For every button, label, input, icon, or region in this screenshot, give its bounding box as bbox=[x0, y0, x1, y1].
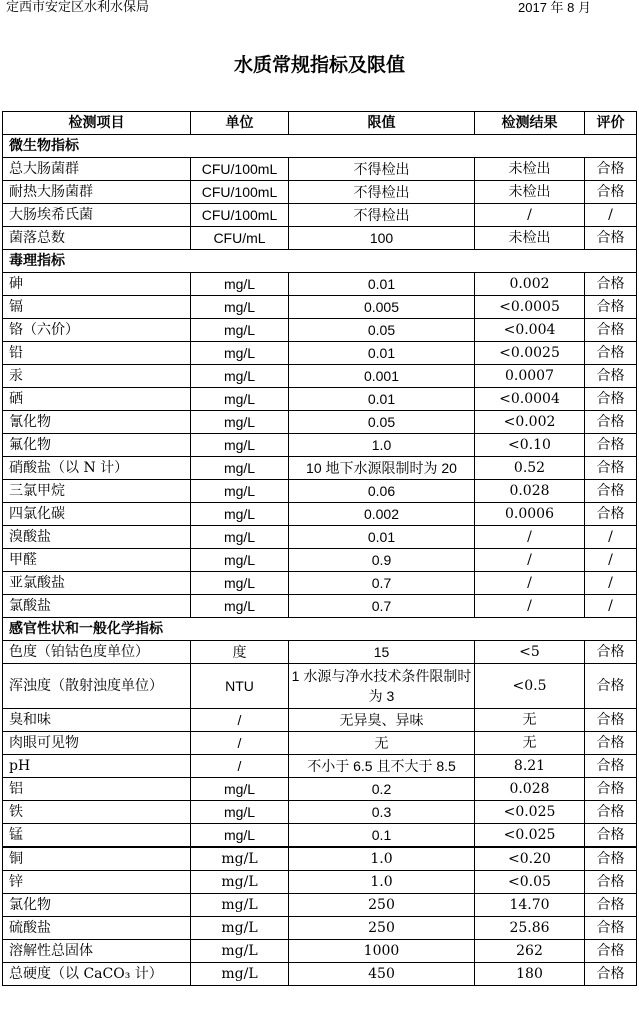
cell-limit: 1 水源与净水技术条件限制时为 3 bbox=[289, 664, 475, 709]
cell-limit: 1.0 bbox=[289, 847, 475, 871]
cell-limit: 0.01 bbox=[289, 273, 475, 296]
cell-unit: mg/L bbox=[191, 847, 289, 871]
table-row bbox=[3, 526, 637, 549]
cell-unit: CFU/mL bbox=[191, 227, 289, 250]
cell-item: 铬（六价） bbox=[3, 319, 191, 342]
cell-evaluation: 合格 bbox=[585, 824, 637, 848]
section-row bbox=[3, 618, 637, 641]
cell-evaluation: 合格 bbox=[585, 434, 637, 457]
section-title: 感官性状和一般化学指标 bbox=[3, 618, 637, 641]
table-row bbox=[3, 549, 637, 572]
cell-limit: 不得检出 bbox=[289, 204, 475, 227]
cell-item: 铅 bbox=[3, 342, 191, 365]
cell-result: <0.5 bbox=[475, 664, 585, 709]
cell-limit: 0.05 bbox=[289, 319, 475, 342]
cell-evaluation: 合格 bbox=[585, 801, 637, 824]
cell-evaluation: 合格 bbox=[585, 181, 637, 204]
cell-result: <0.025 bbox=[475, 801, 585, 824]
table-row bbox=[3, 434, 637, 457]
cell-limit: 0.01 bbox=[289, 342, 475, 365]
cell-evaluation: 合格 bbox=[585, 411, 637, 434]
cell-result: 未检出 bbox=[475, 227, 585, 250]
column-header-result: 检测结果 bbox=[475, 112, 585, 135]
cell-unit: mg/L bbox=[191, 526, 289, 549]
table-row bbox=[3, 963, 637, 986]
cell-limit: 无异臭、异味 bbox=[289, 709, 475, 732]
cell-unit: mg/L bbox=[191, 940, 289, 963]
cell-result: <0.0025 bbox=[475, 342, 585, 365]
table-row bbox=[3, 388, 637, 411]
column-header-evaluation: 评价 bbox=[585, 112, 637, 135]
table-row bbox=[3, 503, 637, 526]
cell-unit: CFU/100mL bbox=[191, 204, 289, 227]
cell-item: 臭和味 bbox=[3, 709, 191, 732]
cell-limit: 450 bbox=[289, 963, 475, 986]
cell-unit: mg/L bbox=[191, 801, 289, 824]
cell-evaluation: 合格 bbox=[585, 778, 637, 801]
cell-evaluation: 合格 bbox=[585, 709, 637, 732]
cell-evaluation: 合格 bbox=[585, 342, 637, 365]
cell-unit: mg/L bbox=[191, 319, 289, 342]
table-row bbox=[3, 411, 637, 434]
cell-result: 0.028 bbox=[475, 480, 585, 503]
table-row bbox=[3, 227, 637, 250]
cell-result: <5 bbox=[475, 641, 585, 664]
cell-unit: mg/L bbox=[191, 296, 289, 319]
cell-unit: mg/L bbox=[191, 595, 289, 618]
cell-unit: mg/L bbox=[191, 480, 289, 503]
cell-limit: 15 bbox=[289, 641, 475, 664]
cell-item: 肉眼可见物 bbox=[3, 732, 191, 755]
table-row bbox=[3, 801, 637, 824]
cell-item: 砷 bbox=[3, 273, 191, 296]
cell-result: / bbox=[475, 572, 585, 595]
cell-result: <0.0005 bbox=[475, 296, 585, 319]
cell-unit: mg/L bbox=[191, 824, 289, 848]
cell-evaluation: 合格 bbox=[585, 158, 637, 181]
section-row bbox=[3, 135, 637, 158]
cell-evaluation: 合格 bbox=[585, 664, 637, 709]
table-row bbox=[3, 709, 637, 732]
table-row bbox=[3, 181, 637, 204]
cell-unit: mg/L bbox=[191, 342, 289, 365]
table-row bbox=[3, 778, 637, 801]
cell-limit: 1.0 bbox=[289, 871, 475, 894]
table-row bbox=[3, 871, 637, 894]
cell-unit: NTU bbox=[191, 664, 289, 709]
cell-limit: 0.7 bbox=[289, 572, 475, 595]
cell-unit: mg/L bbox=[191, 963, 289, 986]
column-header-item: 检测项目 bbox=[3, 112, 191, 135]
cell-limit: 1000 bbox=[289, 940, 475, 963]
cell-item: 四氯化碳 bbox=[3, 503, 191, 526]
cell-result: 未检出 bbox=[475, 181, 585, 204]
cell-limit: 0.1 bbox=[289, 824, 475, 848]
cell-result: <0.0004 bbox=[475, 388, 585, 411]
section-title: 毒理指标 bbox=[3, 250, 637, 273]
cell-item: 溶解性总固体 bbox=[3, 940, 191, 963]
cell-limit: 0.05 bbox=[289, 411, 475, 434]
cell-evaluation: 合格 bbox=[585, 732, 637, 755]
cell-item: 氯酸盐 bbox=[3, 595, 191, 618]
table-row bbox=[3, 824, 637, 848]
cell-item: 菌落总数 bbox=[3, 227, 191, 250]
cell-evaluation: / bbox=[585, 595, 637, 618]
cell-evaluation: 合格 bbox=[585, 273, 637, 296]
cell-evaluation: / bbox=[585, 549, 637, 572]
cell-result: 0.0007 bbox=[475, 365, 585, 388]
cell-item: 硒 bbox=[3, 388, 191, 411]
cell-result: 无 bbox=[475, 709, 585, 732]
cell-item: 亚氯酸盐 bbox=[3, 572, 191, 595]
cell-item: 硝酸盐（以 N 计） bbox=[3, 457, 191, 480]
cell-item: 耐热大肠菌群 bbox=[3, 181, 191, 204]
cell-item: 甲醛 bbox=[3, 549, 191, 572]
cell-limit: 0.01 bbox=[289, 388, 475, 411]
cell-evaluation: 合格 bbox=[585, 641, 637, 664]
cell-limit: 0.001 bbox=[289, 365, 475, 388]
cell-unit: mg/L bbox=[191, 273, 289, 296]
cell-unit: mg/L bbox=[191, 894, 289, 917]
report-date: 2017 年 8 月 bbox=[518, 0, 591, 15]
cell-unit: mg/L bbox=[191, 549, 289, 572]
cell-limit: 0.005 bbox=[289, 296, 475, 319]
cell-result: 0.002 bbox=[475, 273, 585, 296]
cell-result: 180 bbox=[475, 963, 585, 986]
table-row bbox=[3, 732, 637, 755]
cell-item: 色度（铂钴色度单位） bbox=[3, 641, 191, 664]
cell-limit: 10 地下水源限制时为 20 bbox=[289, 457, 475, 480]
cell-result: 262 bbox=[475, 940, 585, 963]
cell-item: 氰化物 bbox=[3, 411, 191, 434]
cell-result: <0.002 bbox=[475, 411, 585, 434]
cell-result: 0.028 bbox=[475, 778, 585, 801]
cell-result: <0.10 bbox=[475, 434, 585, 457]
cell-evaluation: 合格 bbox=[585, 847, 637, 871]
table-row bbox=[3, 917, 637, 940]
page-title: 水质常规指标及限值 bbox=[233, 54, 405, 76]
table-row bbox=[3, 319, 637, 342]
table-row bbox=[3, 572, 637, 595]
cell-result: 0.52 bbox=[475, 457, 585, 480]
section-title: 微生物指标 bbox=[3, 135, 637, 158]
table-row bbox=[3, 664, 637, 709]
cell-evaluation: 合格 bbox=[585, 503, 637, 526]
cell-limit: 0.2 bbox=[289, 778, 475, 801]
cell-unit: mg/L bbox=[191, 871, 289, 894]
cell-limit: 0.002 bbox=[289, 503, 475, 526]
cell-evaluation: 合格 bbox=[585, 365, 637, 388]
cell-result: / bbox=[475, 204, 585, 227]
column-header-unit: 单位 bbox=[191, 112, 289, 135]
cell-result: 8.21 bbox=[475, 755, 585, 778]
cell-limit: 0.9 bbox=[289, 549, 475, 572]
table-row bbox=[3, 365, 637, 388]
cell-item: 铁 bbox=[3, 801, 191, 824]
cell-unit: CFU/100mL bbox=[191, 158, 289, 181]
organization-name: 定西市安定区水利水保局 bbox=[6, 0, 150, 15]
cell-item: 氟化物 bbox=[3, 434, 191, 457]
table-row bbox=[3, 894, 637, 917]
cell-unit: mg/L bbox=[191, 365, 289, 388]
cell-evaluation: 合格 bbox=[585, 755, 637, 778]
cell-unit: CFU/100mL bbox=[191, 181, 289, 204]
cell-unit: mg/L bbox=[191, 411, 289, 434]
cell-result: / bbox=[475, 549, 585, 572]
cell-evaluation: / bbox=[585, 572, 637, 595]
cell-limit: 250 bbox=[289, 917, 475, 940]
cell-result: 14.70 bbox=[475, 894, 585, 917]
cell-item: 三氯甲烷 bbox=[3, 480, 191, 503]
cell-limit: 不得检出 bbox=[289, 181, 475, 204]
cell-result: / bbox=[475, 595, 585, 618]
table-row bbox=[3, 158, 637, 181]
cell-limit: 250 bbox=[289, 894, 475, 917]
cell-limit: 0.01 bbox=[289, 526, 475, 549]
cell-result: <0.05 bbox=[475, 871, 585, 894]
cell-unit: / bbox=[191, 732, 289, 755]
cell-item: 铝 bbox=[3, 778, 191, 801]
cell-result: 无 bbox=[475, 732, 585, 755]
cell-evaluation: 合格 bbox=[585, 227, 637, 250]
cell-evaluation: 合格 bbox=[585, 480, 637, 503]
cell-item: 汞 bbox=[3, 365, 191, 388]
cell-item: 锰 bbox=[3, 824, 191, 848]
cell-result: <0.20 bbox=[475, 847, 585, 871]
table-row bbox=[3, 457, 637, 480]
cell-unit: mg/L bbox=[191, 778, 289, 801]
cell-evaluation: 合格 bbox=[585, 296, 637, 319]
table-row bbox=[3, 342, 637, 365]
cell-evaluation: 合格 bbox=[585, 917, 637, 940]
table-row bbox=[3, 755, 637, 778]
cell-limit: 0.3 bbox=[289, 801, 475, 824]
cell-evaluation: 合格 bbox=[585, 940, 637, 963]
cell-item: 总硬度（以 CaCO₃ 计） bbox=[3, 963, 191, 986]
table-row bbox=[3, 480, 637, 503]
cell-limit: 100 bbox=[289, 227, 475, 250]
cell-unit: mg/L bbox=[191, 388, 289, 411]
table-row bbox=[3, 595, 637, 618]
table-row bbox=[3, 847, 637, 871]
cell-evaluation: 合格 bbox=[585, 457, 637, 480]
cell-result: 未检出 bbox=[475, 158, 585, 181]
cell-result: 0.0006 bbox=[475, 503, 585, 526]
cell-result: / bbox=[475, 526, 585, 549]
table-row bbox=[3, 273, 637, 296]
cell-evaluation: 合格 bbox=[585, 871, 637, 894]
cell-unit: mg/L bbox=[191, 434, 289, 457]
cell-limit: 1.0 bbox=[289, 434, 475, 457]
cell-item: 溴酸盐 bbox=[3, 526, 191, 549]
cell-item: 总大肠菌群 bbox=[3, 158, 191, 181]
cell-item: pH bbox=[3, 755, 191, 778]
cell-evaluation: 合格 bbox=[585, 963, 637, 986]
cell-limit: 不小于 6.5 且不大于 8.5 bbox=[289, 755, 475, 778]
cell-result: <0.004 bbox=[475, 319, 585, 342]
cell-unit: mg/L bbox=[191, 457, 289, 480]
cell-evaluation: / bbox=[585, 204, 637, 227]
cell-unit: / bbox=[191, 709, 289, 732]
cell-limit: 无 bbox=[289, 732, 475, 755]
cell-limit: 0.7 bbox=[289, 595, 475, 618]
cell-limit: 不得检出 bbox=[289, 158, 475, 181]
cell-item: 锌 bbox=[3, 871, 191, 894]
table-row bbox=[3, 940, 637, 963]
cell-unit: mg/L bbox=[191, 572, 289, 595]
cell-evaluation: 合格 bbox=[585, 894, 637, 917]
cell-item: 大肠埃希氏菌 bbox=[3, 204, 191, 227]
cell-result: <0.025 bbox=[475, 824, 585, 848]
cell-item: 硫酸盐 bbox=[3, 917, 191, 940]
cell-unit: 度 bbox=[191, 641, 289, 664]
cell-evaluation: / bbox=[585, 526, 637, 549]
table-row bbox=[3, 296, 637, 319]
cell-unit: / bbox=[191, 755, 289, 778]
cell-unit: mg/L bbox=[191, 503, 289, 526]
table-row bbox=[3, 204, 637, 227]
cell-evaluation: 合格 bbox=[585, 388, 637, 411]
column-header-limit: 限值 bbox=[289, 112, 475, 135]
water-quality-table bbox=[2, 111, 637, 986]
table-header-row bbox=[3, 112, 637, 135]
section-row bbox=[3, 250, 637, 273]
cell-limit: 0.06 bbox=[289, 480, 475, 503]
cell-item: 氯化物 bbox=[3, 894, 191, 917]
cell-evaluation: 合格 bbox=[585, 319, 637, 342]
table-row bbox=[3, 641, 637, 664]
cell-unit: mg/L bbox=[191, 917, 289, 940]
cell-item: 铜 bbox=[3, 847, 191, 871]
cell-result: 25.86 bbox=[475, 917, 585, 940]
cell-item: 镉 bbox=[3, 296, 191, 319]
cell-item: 浑浊度（散射浊度单位） bbox=[3, 664, 191, 709]
